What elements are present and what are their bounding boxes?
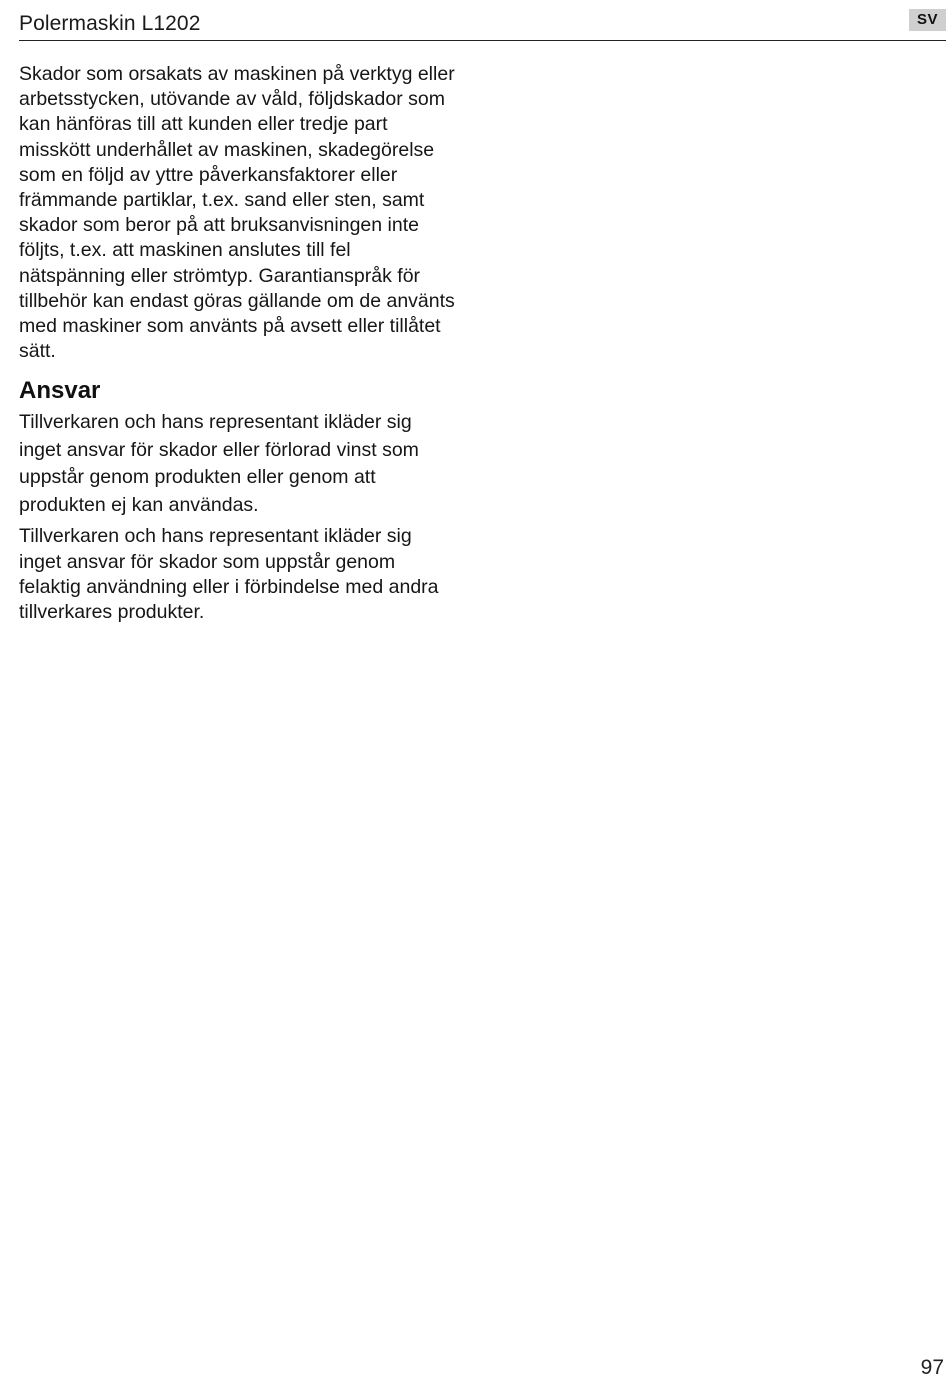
page-header [19,8,946,41]
page-number: 97 [920,1356,944,1379]
paragraph-liability-1: Tillverkaren och hans representant ikläder sig inget ansvar för skador eller förlorad vinst som uppstår genom produkten eller genom att produkten ej kan användas. [19,411,419,516]
section-heading-ansvar: Ansvar [19,377,101,405]
document-title: Polermaskin L1202 [19,12,201,35]
paragraph-liability-2: Tillverkaren och hans representant ikläder sig inget ansvar för skador som uppstår genom felaktig användning eller i förbindelse med andra tillverkares produkter. [19,525,439,624]
language-badge: SV [909,9,946,31]
paragraph-damage-exclusions: Skador som orsakats av maskinen på verktyg eller arbetsstycken, utövande av våld, följdskador som kan hänföras till att kunden eller tredje part misskött underhållet av maskinen, skadegörelse som en följd av yttre påverkansfaktorer eller främmande partiklar, t.ex. sand eller sten, samt skador som beror på att bruksanvisningen inte följts, t.ex. att maskinen anslutes till fel nätspänning eller strömtyp. Garantianspråk för tillbehör kan endast göras gällande om de använts med maskiner som använts på avsett eller tillåtet sätt. [19,63,455,363]
main-content [19,62,459,625]
